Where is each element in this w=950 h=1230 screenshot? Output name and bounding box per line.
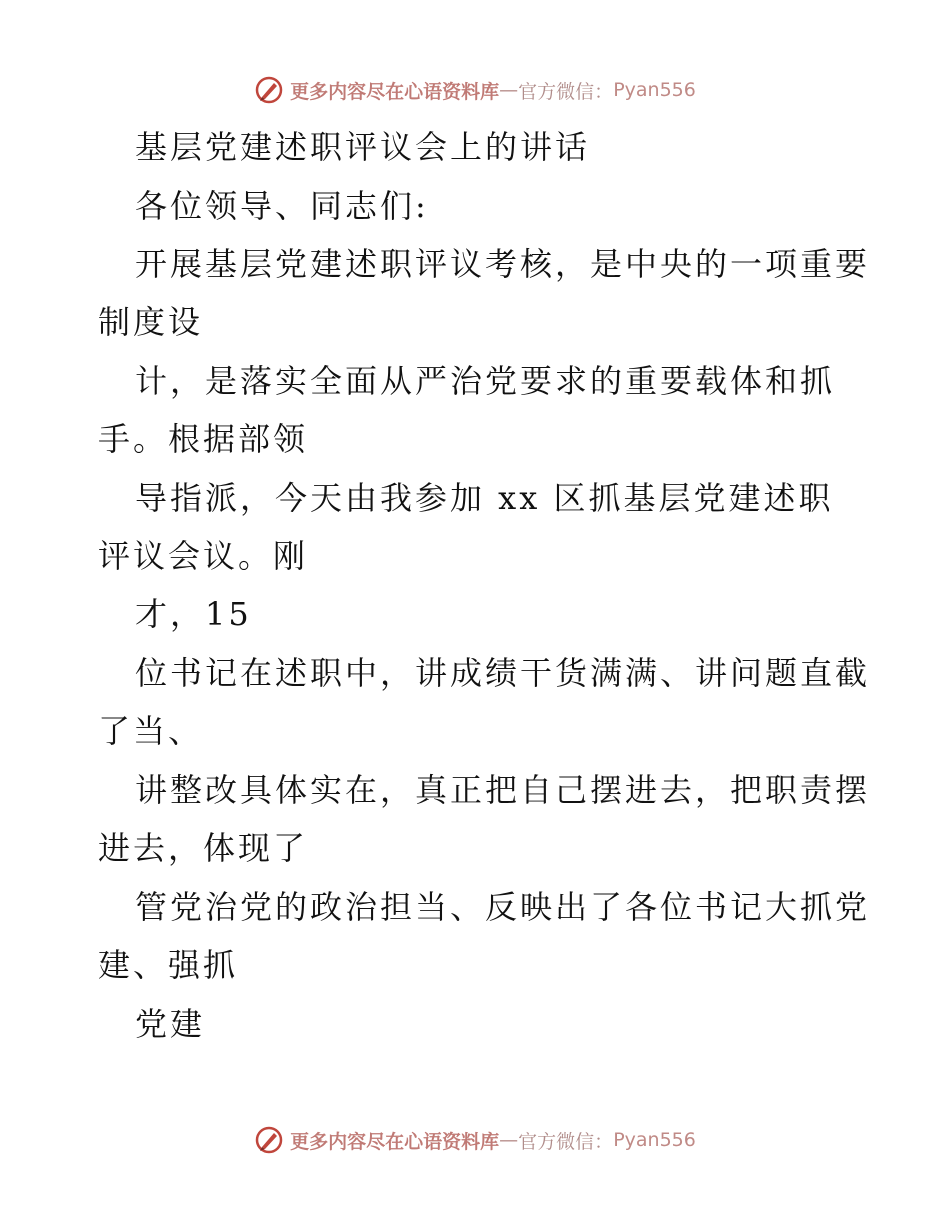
document-title: 基层党建述职评议会上的讲话 bbox=[135, 128, 591, 166]
pen-logo-icon bbox=[254, 1125, 284, 1155]
watermark-main-text: 更多内容尽在心语资料库 bbox=[290, 80, 500, 103]
salutation: 各位领导、同志们: bbox=[135, 187, 429, 225]
paragraph-line: 手。根据部领 bbox=[98, 420, 309, 458]
paragraph-line: 才，15 bbox=[135, 595, 252, 633]
watermark-label: 官方微信： bbox=[518, 80, 614, 103]
paragraph-line: 位书记在述职中，讲成绩干货满满、讲问题直截 bbox=[135, 654, 871, 692]
paragraph-line: 计，是落实全面从严治党要求的重要载体和抓 bbox=[135, 362, 836, 400]
watermark-main-text: 更多内容尽在心语资料库 bbox=[290, 1130, 500, 1153]
paragraph-line: 导指派，今天由我参加 xx 区抓基层党建述职 bbox=[135, 479, 834, 517]
footer-watermark bbox=[0, 1120, 950, 1160]
paragraph-line: 党建 bbox=[135, 1005, 206, 1043]
pen-logo-icon bbox=[254, 75, 284, 105]
paragraph-line: 进去，体现了 bbox=[98, 829, 309, 867]
watermark-separator: — bbox=[499, 1129, 519, 1151]
paragraph-line: 讲整改具体实在，真正把自己摆进去，把职责摆 bbox=[135, 771, 871, 809]
paragraph-line: 开展基层党建述职评议考核，是中央的一项重要 bbox=[135, 245, 871, 283]
watermark-separator: — bbox=[499, 79, 519, 101]
header-watermark bbox=[0, 70, 950, 110]
paragraph-line: 建、强抓 bbox=[98, 946, 239, 984]
paragraph-line: 评议会议。刚 bbox=[98, 537, 309, 575]
watermark-label: 官方微信： bbox=[518, 1130, 614, 1153]
paragraph-line: 了当、 bbox=[98, 712, 204, 750]
paragraph-line: 制度设 bbox=[98, 303, 204, 341]
paragraph-line: 管党治党的政治担当、反映出了各位书记大抓党 bbox=[135, 888, 871, 926]
watermark-id: Pyan556 bbox=[613, 79, 696, 101]
watermark-id: Pyan556 bbox=[613, 1129, 696, 1151]
